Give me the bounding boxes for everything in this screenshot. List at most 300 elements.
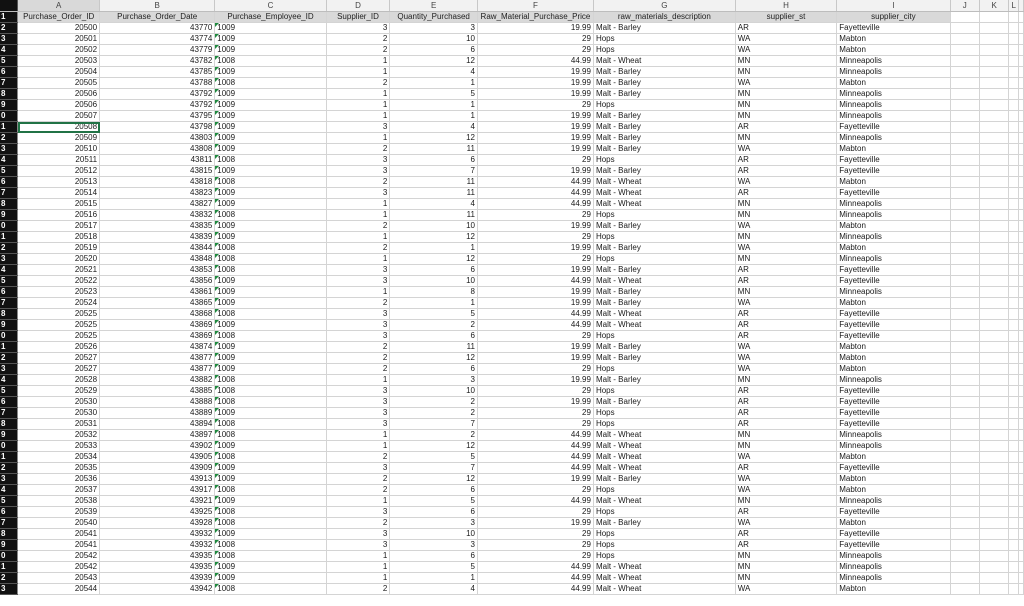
data-cell[interactable]: MN — [735, 375, 836, 386]
data-cell[interactable]: 43889 — [100, 408, 215, 419]
data-cell[interactable]: 10 — [390, 34, 478, 45]
data-cell[interactable]: 43925 — [100, 507, 215, 518]
data-cell[interactable]: 43877 — [100, 364, 215, 375]
data-cell[interactable]: 4 — [390, 199, 478, 210]
data-cell[interactable]: 12 — [390, 56, 478, 67]
data-cell[interactable]: 19.99 — [477, 287, 593, 298]
empty-cell[interactable] — [979, 452, 1008, 463]
empty-cell[interactable] — [979, 309, 1008, 320]
data-cell[interactable]: 1 — [326, 89, 390, 100]
data-cell[interactable]: WA — [735, 221, 836, 232]
data-cell[interactable]: 19.99 — [477, 353, 593, 364]
data-cell[interactable]: Malt - Barley — [593, 474, 735, 485]
data-cell[interactable]: Mabton — [837, 342, 950, 353]
data-cell[interactable]: 11 — [390, 210, 478, 221]
data-cell[interactable]: Minneapolis — [837, 111, 950, 122]
empty-cell[interactable] — [1009, 210, 1019, 221]
data-cell[interactable]: 1009 — [215, 34, 326, 45]
data-cell[interactable]: Fayetteville — [837, 463, 950, 474]
row-header[interactable]: 7 — [0, 408, 18, 419]
data-cell[interactable]: 43811 — [100, 155, 215, 166]
empty-cell[interactable] — [950, 507, 979, 518]
data-cell[interactable]: Fayetteville — [837, 408, 950, 419]
data-cell[interactable]: Fayetteville — [837, 397, 950, 408]
data-cell[interactable]: 1009 — [215, 496, 326, 507]
data-cell[interactable]: 2 — [326, 452, 390, 463]
empty-cell[interactable] — [950, 518, 979, 529]
data-cell[interactable]: 1 — [326, 232, 390, 243]
row-header[interactable]: 9 — [0, 320, 18, 331]
data-cell[interactable]: 10 — [390, 221, 478, 232]
empty-cell[interactable] — [979, 562, 1008, 573]
data-cell[interactable]: 11 — [390, 144, 478, 155]
empty-cell[interactable] — [1009, 221, 1019, 232]
data-cell[interactable]: 19.99 — [477, 67, 593, 78]
data-cell[interactable]: 12 — [390, 441, 478, 452]
data-cell[interactable]: 20542 — [18, 562, 100, 573]
empty-cell[interactable] — [1009, 56, 1019, 67]
data-cell[interactable]: 20525 — [18, 320, 100, 331]
row-header[interactable]: 3 — [0, 474, 18, 485]
data-cell[interactable]: Fayetteville — [837, 188, 950, 199]
data-cell[interactable]: 1008 — [215, 155, 326, 166]
data-cell[interactable]: 29 — [477, 485, 593, 496]
empty-cell[interactable] — [1009, 364, 1019, 375]
empty-cell[interactable] — [950, 452, 979, 463]
data-cell[interactable]: 19.99 — [477, 133, 593, 144]
data-cell[interactable]: 43779 — [100, 45, 215, 56]
data-cell[interactable]: Minneapolis — [837, 210, 950, 221]
empty-cell[interactable] — [979, 551, 1008, 562]
empty-cell[interactable] — [950, 155, 979, 166]
data-cell[interactable]: 20508 — [18, 122, 100, 133]
data-cell[interactable]: Malt - Wheat — [593, 430, 735, 441]
empty-cell[interactable] — [979, 56, 1008, 67]
data-cell[interactable]: MN — [735, 111, 836, 122]
empty-cell[interactable] — [979, 34, 1008, 45]
data-cell[interactable]: 1008 — [215, 397, 326, 408]
row-header[interactable]: 9 — [0, 210, 18, 221]
data-cell[interactable]: MN — [735, 210, 836, 221]
data-cell[interactable]: WA — [735, 243, 836, 254]
row-header[interactable]: 1 — [0, 562, 18, 573]
empty-cell[interactable] — [1009, 375, 1019, 386]
data-cell[interactable]: 1008 — [215, 56, 326, 67]
data-cell[interactable]: 4 — [390, 67, 478, 78]
data-cell[interactable]: 1009 — [215, 67, 326, 78]
empty-cell[interactable] — [950, 474, 979, 485]
data-cell[interactable]: 1008 — [215, 210, 326, 221]
empty-cell[interactable] — [950, 34, 979, 45]
data-cell[interactable]: 29 — [477, 408, 593, 419]
data-cell[interactable]: Hops — [593, 232, 735, 243]
data-cell[interactable]: Mabton — [837, 78, 950, 89]
data-cell[interactable]: 6 — [390, 485, 478, 496]
data-cell[interactable]: 7 — [390, 463, 478, 474]
data-cell[interactable]: 1008 — [215, 243, 326, 254]
empty-cell[interactable] — [1009, 243, 1019, 254]
data-cell[interactable]: 20510 — [18, 144, 100, 155]
data-cell[interactable]: 3 — [390, 23, 478, 34]
data-cell[interactable]: Malt - Barley — [593, 122, 735, 133]
data-cell[interactable]: 19.99 — [477, 243, 593, 254]
header-cell[interactable]: Quantity_Purchased — [390, 12, 478, 23]
empty-cell[interactable] — [950, 265, 979, 276]
empty-cell[interactable] — [1009, 34, 1019, 45]
data-cell[interactable]: Malt - Barley — [593, 111, 735, 122]
data-cell[interactable]: MN — [735, 133, 836, 144]
data-cell[interactable]: 43839 — [100, 232, 215, 243]
data-cell[interactable]: Hops — [593, 254, 735, 265]
empty-cell[interactable] — [979, 419, 1008, 430]
data-cell[interactable]: 20506 — [18, 100, 100, 111]
empty-cell[interactable] — [950, 342, 979, 353]
data-cell[interactable]: 29 — [477, 529, 593, 540]
empty-cell[interactable] — [950, 419, 979, 430]
data-cell[interactable]: 1 — [326, 67, 390, 78]
data-cell[interactable]: Minneapolis — [837, 496, 950, 507]
row-header[interactable]: 4 — [0, 155, 18, 166]
empty-cell[interactable] — [1009, 23, 1019, 34]
data-cell[interactable]: 43909 — [100, 463, 215, 474]
data-cell[interactable]: 1009 — [215, 100, 326, 111]
data-cell[interactable]: 2 — [326, 34, 390, 45]
data-cell[interactable]: 3 — [326, 529, 390, 540]
data-cell[interactable]: 20521 — [18, 265, 100, 276]
empty-cell[interactable] — [950, 375, 979, 386]
data-cell[interactable]: 43869 — [100, 331, 215, 342]
data-cell[interactable]: 1009 — [215, 45, 326, 56]
data-cell[interactable]: Minneapolis — [837, 199, 950, 210]
data-cell[interactable]: Malt - Barley — [593, 397, 735, 408]
data-cell[interactable]: 20514 — [18, 188, 100, 199]
data-cell[interactable]: 1009 — [215, 122, 326, 133]
empty-cell[interactable] — [950, 441, 979, 452]
data-cell[interactable]: Malt - Barley — [593, 298, 735, 309]
data-cell[interactable]: 1008 — [215, 518, 326, 529]
data-cell[interactable]: 3 — [326, 386, 390, 397]
data-cell[interactable]: 2 — [326, 364, 390, 375]
data-cell[interactable]: 1 — [326, 210, 390, 221]
data-cell[interactable]: 1009 — [215, 364, 326, 375]
data-cell[interactable]: 43792 — [100, 100, 215, 111]
empty-cell[interactable] — [1009, 232, 1019, 243]
data-cell[interactable]: 4 — [390, 122, 478, 133]
empty-cell[interactable] — [950, 496, 979, 507]
empty-cell[interactable] — [979, 177, 1008, 188]
data-cell[interactable]: 19.99 — [477, 166, 593, 177]
data-cell[interactable]: MN — [735, 254, 836, 265]
data-cell[interactable]: Hops — [593, 529, 735, 540]
data-cell[interactable]: 2 — [326, 298, 390, 309]
data-cell[interactable]: 43913 — [100, 474, 215, 485]
data-cell[interactable]: AR — [735, 188, 836, 199]
data-cell[interactable]: 1008 — [215, 177, 326, 188]
row-header[interactable]: 8 — [0, 529, 18, 540]
empty-cell[interactable] — [950, 100, 979, 111]
data-cell[interactable]: 43939 — [100, 573, 215, 584]
data-cell[interactable]: 43792 — [100, 89, 215, 100]
row-header[interactable]: 1 — [0, 12, 18, 23]
empty-cell[interactable] — [1009, 441, 1019, 452]
empty-cell[interactable] — [979, 243, 1008, 254]
row-header[interactable]: 0 — [0, 221, 18, 232]
data-cell[interactable]: 20530 — [18, 397, 100, 408]
empty-cell[interactable] — [979, 573, 1008, 584]
data-cell[interactable]: 20535 — [18, 463, 100, 474]
data-cell[interactable]: AR — [735, 529, 836, 540]
data-cell[interactable]: Minneapolis — [837, 287, 950, 298]
data-cell[interactable]: Minneapolis — [837, 56, 950, 67]
data-cell[interactable]: 43874 — [100, 342, 215, 353]
data-cell[interactable]: MN — [735, 100, 836, 111]
row-header[interactable]: 3 — [0, 254, 18, 265]
data-cell[interactable]: WA — [735, 485, 836, 496]
header-cell[interactable]: Purchase_Order_Date — [100, 12, 215, 23]
empty-cell[interactable] — [950, 309, 979, 320]
empty-cell[interactable] — [950, 276, 979, 287]
data-cell[interactable]: MN — [735, 441, 836, 452]
header-cell[interactable]: Supplier_ID — [326, 12, 390, 23]
row-header[interactable]: 8 — [0, 309, 18, 320]
data-cell[interactable]: 6 — [390, 331, 478, 342]
data-cell[interactable]: 20542 — [18, 551, 100, 562]
column-header-b[interactable]: B — [100, 0, 215, 12]
data-cell[interactable]: Malt - Wheat — [593, 562, 735, 573]
data-cell[interactable]: 29 — [477, 232, 593, 243]
data-cell[interactable]: Malt - Wheat — [593, 177, 735, 188]
data-cell[interactable]: AR — [735, 463, 836, 474]
data-cell[interactable]: Hops — [593, 34, 735, 45]
data-cell[interactable]: 19.99 — [477, 89, 593, 100]
row-header[interactable]: 1 — [0, 342, 18, 353]
data-cell[interactable]: 5 — [390, 89, 478, 100]
data-cell[interactable]: 1 — [326, 254, 390, 265]
empty-cell[interactable] — [1009, 573, 1019, 584]
empty-cell[interactable] — [1009, 199, 1019, 210]
data-cell[interactable]: 1008 — [215, 309, 326, 320]
data-cell[interactable]: 43865 — [100, 298, 215, 309]
data-cell[interactable]: 1008 — [215, 254, 326, 265]
data-cell[interactable]: 43932 — [100, 529, 215, 540]
empty-cell[interactable] — [1009, 122, 1019, 133]
row-header[interactable]: 3 — [0, 144, 18, 155]
data-cell[interactable]: 43795 — [100, 111, 215, 122]
data-cell[interactable]: Fayetteville — [837, 122, 950, 133]
data-cell[interactable]: 29 — [477, 45, 593, 56]
empty-cell[interactable] — [979, 386, 1008, 397]
row-header[interactable]: 4 — [0, 45, 18, 56]
empty-cell[interactable] — [979, 78, 1008, 89]
data-cell[interactable]: 2 — [326, 78, 390, 89]
row-header[interactable]: 5 — [0, 166, 18, 177]
data-cell[interactable]: 29 — [477, 551, 593, 562]
empty-cell[interactable] — [979, 518, 1008, 529]
empty-cell[interactable] — [950, 133, 979, 144]
data-cell[interactable]: 43774 — [100, 34, 215, 45]
data-cell[interactable]: 3 — [326, 276, 390, 287]
data-cell[interactable]: 1 — [326, 430, 390, 441]
data-cell[interactable]: 20502 — [18, 45, 100, 56]
data-cell[interactable]: 1 — [390, 78, 478, 89]
data-cell[interactable]: 20531 — [18, 419, 100, 430]
data-cell[interactable]: 2 — [326, 221, 390, 232]
data-cell[interactable]: Minneapolis — [837, 133, 950, 144]
data-cell[interactable]: 1008 — [215, 584, 326, 595]
empty-cell[interactable] — [950, 331, 979, 342]
data-cell[interactable]: 29 — [477, 507, 593, 518]
data-cell[interactable]: Malt - Barley — [593, 78, 735, 89]
data-cell[interactable]: 44.99 — [477, 584, 593, 595]
data-cell[interactable]: 29 — [477, 210, 593, 221]
empty-cell[interactable] — [1009, 144, 1019, 155]
data-cell[interactable]: Mabton — [837, 485, 950, 496]
data-cell[interactable]: 19.99 — [477, 221, 593, 232]
data-cell[interactable]: 29 — [477, 364, 593, 375]
empty-cell[interactable] — [979, 23, 1008, 34]
data-cell[interactable]: 19.99 — [477, 78, 593, 89]
data-cell[interactable]: 43897 — [100, 430, 215, 441]
data-cell[interactable]: 43894 — [100, 419, 215, 430]
empty-cell[interactable] — [979, 342, 1008, 353]
row-header[interactable]: 9 — [0, 540, 18, 551]
data-cell[interactable]: Fayetteville — [837, 23, 950, 34]
data-cell[interactable]: Mabton — [837, 452, 950, 463]
data-cell[interactable]: 43932 — [100, 540, 215, 551]
row-header[interactable]: 4 — [0, 485, 18, 496]
data-cell[interactable]: MN — [735, 67, 836, 78]
data-cell[interactable]: 1 — [326, 100, 390, 111]
data-cell[interactable]: 5 — [390, 452, 478, 463]
data-cell[interactable]: 2 — [326, 342, 390, 353]
data-cell[interactable]: 1009 — [215, 441, 326, 452]
data-cell[interactable]: 1009 — [215, 221, 326, 232]
empty-cell[interactable] — [950, 540, 979, 551]
row-header[interactable]: 2 — [0, 243, 18, 254]
empty-cell[interactable] — [950, 188, 979, 199]
data-cell[interactable]: 19.99 — [477, 111, 593, 122]
data-cell[interactable]: Malt - Wheat — [593, 276, 735, 287]
data-cell[interactable]: 19.99 — [477, 144, 593, 155]
data-cell[interactable]: 29 — [477, 386, 593, 397]
data-cell[interactable]: 19.99 — [477, 23, 593, 34]
empty-cell[interactable] — [1009, 155, 1019, 166]
row-header[interactable]: 0 — [0, 441, 18, 452]
data-cell[interactable]: Malt - Wheat — [593, 199, 735, 210]
data-cell[interactable]: Malt - Barley — [593, 265, 735, 276]
row-header[interactable]: 3 — [0, 364, 18, 375]
data-cell[interactable]: 44.99 — [477, 309, 593, 320]
empty-cell[interactable] — [1009, 529, 1019, 540]
data-cell[interactable]: Hops — [593, 155, 735, 166]
data-cell[interactable]: WA — [735, 78, 836, 89]
empty-cell[interactable] — [950, 45, 979, 56]
empty-cell[interactable] — [979, 353, 1008, 364]
data-cell[interactable]: Minneapolis — [837, 551, 950, 562]
empty-cell[interactable] — [950, 551, 979, 562]
empty-cell[interactable] — [1009, 430, 1019, 441]
empty-cell[interactable] — [950, 144, 979, 155]
data-cell[interactable]: 2 — [326, 45, 390, 56]
data-cell[interactable]: 3 — [390, 375, 478, 386]
data-cell[interactable]: Malt - Barley — [593, 287, 735, 298]
data-cell[interactable]: Fayetteville — [837, 331, 950, 342]
data-cell[interactable]: WA — [735, 177, 836, 188]
row-header[interactable]: 2 — [0, 463, 18, 474]
data-cell[interactable]: 20520 — [18, 254, 100, 265]
header-cell[interactable]: Purchase_Employee_ID — [215, 12, 326, 23]
data-cell[interactable]: Malt - Barley — [593, 89, 735, 100]
data-cell[interactable]: Hops — [593, 386, 735, 397]
data-cell[interactable]: Malt - Wheat — [593, 309, 735, 320]
data-cell[interactable]: Fayetteville — [837, 320, 950, 331]
empty-cell[interactable] — [950, 122, 979, 133]
empty-cell[interactable] — [950, 353, 979, 364]
data-cell[interactable]: 1 — [326, 287, 390, 298]
empty-cell[interactable] — [1009, 419, 1019, 430]
data-cell[interactable]: 44.99 — [477, 276, 593, 287]
data-cell[interactable]: 43848 — [100, 254, 215, 265]
data-cell[interactable]: 1008 — [215, 485, 326, 496]
data-cell[interactable]: MN — [735, 199, 836, 210]
row-header[interactable]: 8 — [0, 199, 18, 210]
column-header-a[interactable]: A — [18, 0, 100, 12]
data-cell[interactable]: 1 — [326, 551, 390, 562]
data-cell[interactable]: 43856 — [100, 276, 215, 287]
data-cell[interactable]: 29 — [477, 254, 593, 265]
data-cell[interactable]: 20525 — [18, 331, 100, 342]
data-cell[interactable]: AR — [735, 309, 836, 320]
data-cell[interactable]: 10 — [390, 386, 478, 397]
empty-cell[interactable] — [979, 122, 1008, 133]
data-cell[interactable]: AR — [735, 23, 836, 34]
data-cell[interactable]: 29 — [477, 34, 593, 45]
data-cell[interactable]: 20526 — [18, 342, 100, 353]
data-cell[interactable]: 43935 — [100, 562, 215, 573]
row-header[interactable]: 6 — [0, 177, 18, 188]
empty-cell[interactable] — [979, 331, 1008, 342]
data-cell[interactable]: 20539 — [18, 507, 100, 518]
data-cell[interactable]: 20515 — [18, 199, 100, 210]
data-cell[interactable]: 20527 — [18, 364, 100, 375]
row-header[interactable]: 2 — [0, 353, 18, 364]
data-cell[interactable]: MN — [735, 496, 836, 507]
empty-cell[interactable] — [1009, 89, 1019, 100]
data-cell[interactable]: Mabton — [837, 364, 950, 375]
data-cell[interactable]: Mabton — [837, 353, 950, 364]
data-cell[interactable]: Hops — [593, 100, 735, 111]
data-cell[interactable]: 1009 — [215, 298, 326, 309]
empty-cell[interactable] — [979, 232, 1008, 243]
data-cell[interactable]: 1009 — [215, 199, 326, 210]
data-cell[interactable]: 1008 — [215, 540, 326, 551]
row-header[interactable]: 7 — [0, 518, 18, 529]
row-header[interactable]: 7 — [0, 188, 18, 199]
empty-cell[interactable] — [1009, 100, 1019, 111]
empty-cell[interactable] — [950, 386, 979, 397]
data-cell[interactable]: 43770 — [100, 23, 215, 34]
data-cell[interactable]: 1008 — [215, 386, 326, 397]
data-cell[interactable]: 29 — [477, 100, 593, 111]
empty-cell[interactable] — [950, 584, 979, 595]
data-cell[interactable]: 2 — [390, 408, 478, 419]
empty-cell[interactable] — [950, 364, 979, 375]
empty-cell[interactable] — [979, 221, 1008, 232]
data-cell[interactable]: 20519 — [18, 243, 100, 254]
column-header-c[interactable]: C — [215, 0, 326, 12]
empty-cell[interactable] — [950, 463, 979, 474]
data-cell[interactable]: 20534 — [18, 452, 100, 463]
